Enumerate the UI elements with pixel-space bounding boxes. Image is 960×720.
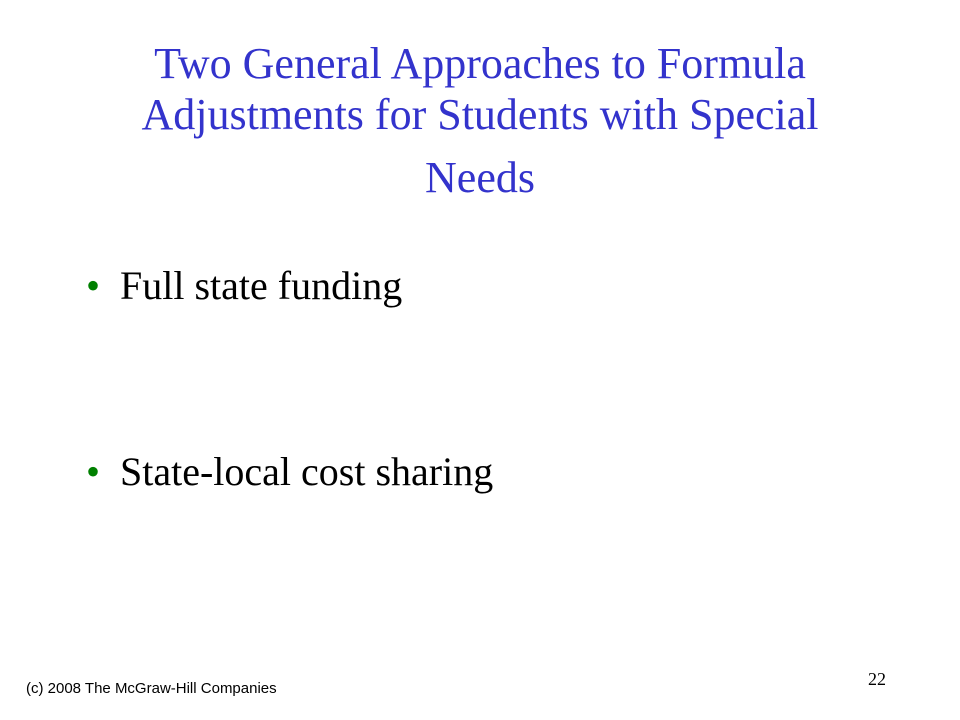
bullet-text: Full state funding bbox=[120, 263, 403, 308]
bullet-icon: • bbox=[86, 449, 101, 494]
bullet-icon: • bbox=[86, 263, 101, 308]
title-line: Two General Approaches to Formula bbox=[154, 39, 806, 88]
title-line: Needs bbox=[425, 153, 535, 203]
slide-title bbox=[60, 38, 900, 203]
copyright-footer: (c) 2008 The McGraw-Hill Companies bbox=[26, 680, 277, 697]
bullet-item bbox=[86, 262, 402, 309]
page-number: 22 bbox=[868, 669, 886, 689]
bullet-text: State-local cost sharing bbox=[120, 449, 494, 494]
bullet-item bbox=[86, 448, 493, 495]
title-line: Adjustments for Students with Special bbox=[141, 90, 819, 140]
